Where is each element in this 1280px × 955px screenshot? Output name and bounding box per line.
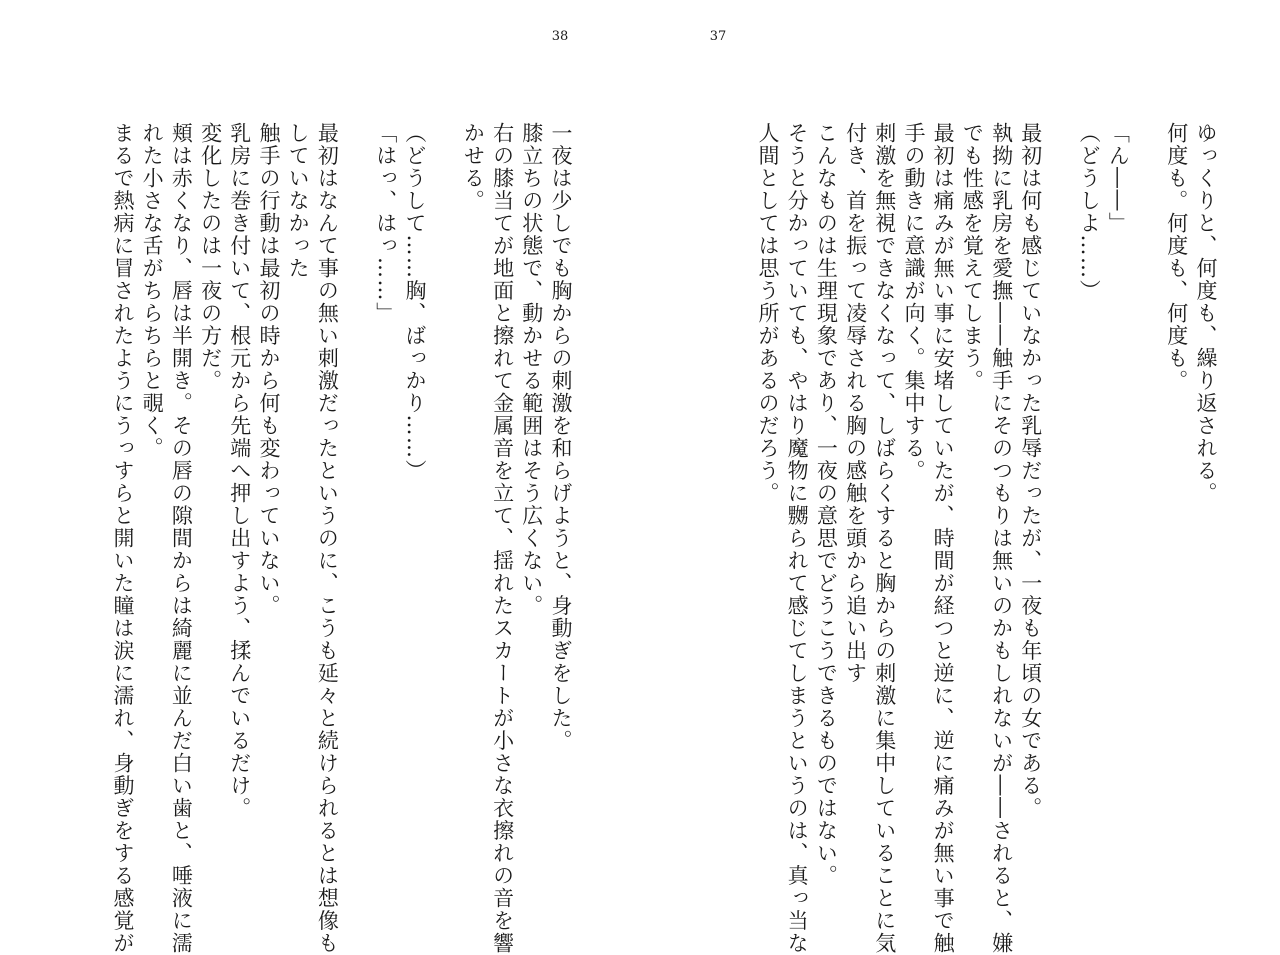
text-line: 最初は痛みが無い事に安堵していたが、時間が経つと逆に、逆に痛みが無い事で触 [931, 122, 956, 955]
text-line [1132, 122, 1161, 892]
text-line [1045, 122, 1074, 892]
left-page [95, 122, 575, 955]
text-line: でも性感を覚えてしまう。 [960, 122, 985, 392]
text-line [429, 122, 458, 892]
text-line: ゆっくりと、何度も、繰り返される。 [1194, 122, 1218, 505]
right-page-text [753, 122, 1220, 955]
text-line: 触手の行動は最初の時から何も変わっていない。 [256, 122, 281, 617]
text-line: まるで熱病に冒されたようにうっすらと開いた瞳は涙に濡れ、身動ぎをする感覚が [110, 122, 135, 955]
left-page-text [108, 122, 575, 955]
text-line: していなかった [286, 122, 311, 280]
text-line: 付き、首を振って凌辱される胸の感触を頭から追い出す [843, 122, 868, 685]
text-line: 頬は赤くなり、唇は半開き。その唇の隙間からは綺麗に並んだ白い歯と、唾液に濡 [169, 122, 194, 955]
text-line: 刺激を無視できなくなって、しばらくすると胸からの刺激に集中していることに気 [872, 122, 897, 955]
text-line: 乳房に巻き付いて、根元から先端へ押し出すよう、揉んでいるだけ。 [227, 122, 252, 820]
text-line [341, 122, 370, 892]
text-line: （どうして……胸、ばっかり……） [402, 122, 427, 482]
text-line: 執拗に乳房を愛撫――触手にそのつもりは無いのかもしれないが――されると、嫌 [989, 122, 1014, 955]
text-line: 人間としては思う所があるのだろう。 [755, 122, 780, 505]
text-line: 手の動きに意識が向く。集中する。 [901, 122, 926, 482]
text-line: 右の膝当てが地面と擦れて金属音を立て、揺れたスカートが小さな衣擦れの音を響 [490, 122, 515, 955]
text-line: 最初はなんて事の無い刺激だったというのに、こうも延々と続けられるとは想像も [315, 122, 340, 955]
page-number-left: 38 [551, 29, 569, 44]
text-line: そうと分かっていても、やはり魔物に嬲られて感じてしまうというのは、真っ当な [785, 122, 810, 955]
text-line: れた小さな舌がちらちらと覗く。 [140, 122, 165, 460]
text-line: 「ん――」 [1106, 122, 1131, 235]
text-line: 「はっ、はっ……」 [373, 122, 398, 325]
text-line: 一夜は少しでも胸からの刺激を和らげようと、身動ぎをした。 [549, 122, 573, 752]
text-line: 膝立ちの状態で、動かせる範囲はそう広くない。 [519, 122, 544, 617]
text-line: （どうしよ……） [1077, 122, 1102, 302]
text-line: かせる。 [461, 122, 486, 212]
text-line: 何度も。何度も、何度も。 [1164, 122, 1189, 392]
right-page [735, 122, 1220, 955]
text-line: こんなものは生理現象であり、一夜の意思でどうこうできるものではない。 [814, 122, 839, 887]
text-line: 変化したのは一夜の方だ。 [198, 122, 223, 392]
text-line: 最初は何も感じていなかった乳辱だったが、一夜も年頃の女である。 [1018, 122, 1043, 820]
page-number-right: 37 [709, 29, 727, 44]
